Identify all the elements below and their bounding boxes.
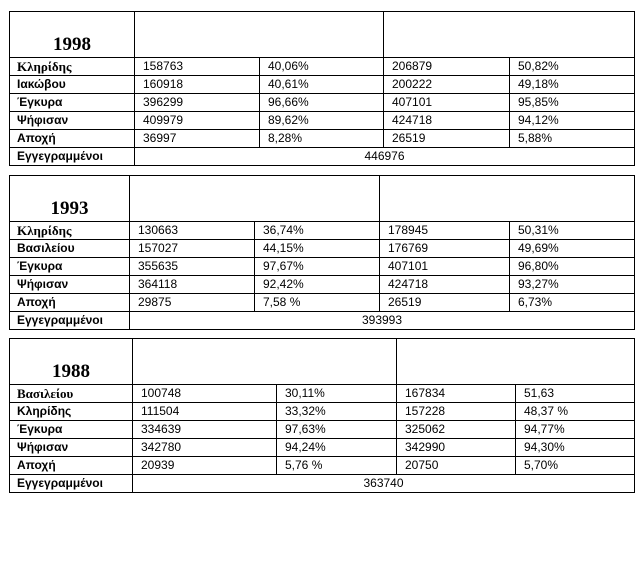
first-round-votes: 364118 <box>130 276 255 294</box>
second-round-votes: 200222 <box>384 76 510 94</box>
table-row <box>10 457 635 475</box>
row-label: Ψήφισαν <box>10 112 135 130</box>
second-round-votes: 206879 <box>384 58 510 76</box>
first-round-percent: 89,62% <box>260 112 384 130</box>
table-row <box>10 58 635 76</box>
row-label: Κληρίδης <box>10 58 135 76</box>
second-round-votes: 26519 <box>384 130 510 148</box>
table-row <box>10 276 635 294</box>
first-round-percent: 96,66% <box>260 94 384 112</box>
registered-label: Εγγεγραμμένοι <box>10 148 135 166</box>
table-header-row <box>10 176 635 222</box>
registered-label: Εγγεγραμμένοι <box>10 475 133 493</box>
registered-row <box>10 475 635 493</box>
second-round-votes: 157228 <box>397 403 516 421</box>
second-round-votes: 20750 <box>397 457 516 475</box>
first-round-votes: 396299 <box>135 94 260 112</box>
second-round-percent: 48,37 % <box>516 403 635 421</box>
first-round-votes: 157027 <box>130 240 255 258</box>
second-round-header-cell <box>397 339 635 385</box>
first-round-percent: 40,61% <box>260 76 384 94</box>
table-row <box>10 94 635 112</box>
first-round-votes: 36997 <box>135 130 260 148</box>
registered-row <box>10 148 635 166</box>
first-round-percent: 7,58 % <box>255 294 380 312</box>
second-round-percent: 50,31% <box>510 222 635 240</box>
table-header-row <box>10 12 635 58</box>
second-round-percent: 49,18% <box>510 76 635 94</box>
table-header-row <box>10 339 635 385</box>
second-round-votes: 407101 <box>380 258 510 276</box>
second-round-header-cell <box>384 12 635 58</box>
first-round-votes: 160918 <box>135 76 260 94</box>
first-round-votes: 29875 <box>130 294 255 312</box>
row-label: Έγκυρα <box>10 421 133 439</box>
second-round-percent: 49,69% <box>510 240 635 258</box>
election-table-1988 <box>9 338 635 493</box>
second-round-percent: 50,82% <box>510 58 635 76</box>
table-row <box>10 294 635 312</box>
row-label: Αποχή <box>10 294 130 312</box>
first-round-votes: 342780 <box>133 439 277 457</box>
table-row <box>10 76 635 94</box>
row-label: Ψήφισαν <box>10 276 130 294</box>
second-round-votes: 407101 <box>384 94 510 112</box>
second-round-percent: 93,27% <box>510 276 635 294</box>
first-round-percent: 5,76 % <box>277 457 397 475</box>
row-label: Βασιλείου <box>10 240 130 258</box>
registered-value: 363740 <box>133 475 635 493</box>
first-round-votes: 100748 <box>133 385 277 403</box>
table-row <box>10 240 635 258</box>
second-round-percent: 94,12% <box>510 112 635 130</box>
second-round-percent: 6,73% <box>510 294 635 312</box>
first-round-votes: 111504 <box>133 403 277 421</box>
first-round-percent: 36,74% <box>255 222 380 240</box>
second-round-votes: 424718 <box>384 112 510 130</box>
registered-label: Εγγεγραμμένοι <box>10 312 130 330</box>
second-round-votes: 424718 <box>380 276 510 294</box>
second-round-votes: 176769 <box>380 240 510 258</box>
row-label: Βασιλείου <box>10 385 133 403</box>
election-table-1998 <box>9 11 635 166</box>
row-label: Έγκυρα <box>10 258 130 276</box>
first-round-percent: 92,42% <box>255 276 380 294</box>
first-round-percent: 30,11% <box>277 385 397 403</box>
table-row <box>10 130 635 148</box>
first-round-percent: 97,63% <box>277 421 397 439</box>
second-round-percent: 94,30% <box>516 439 635 457</box>
second-round-votes: 167834 <box>397 385 516 403</box>
second-round-percent: 96,80% <box>510 258 635 276</box>
year-heading: 1993 <box>10 176 130 222</box>
registered-row <box>10 312 635 330</box>
row-label: Αποχή <box>10 457 133 475</box>
first-round-header-cell <box>133 339 397 385</box>
first-round-percent: 33,32% <box>277 403 397 421</box>
table-row <box>10 439 635 457</box>
row-label: Κληρίδης <box>10 222 130 240</box>
table-row <box>10 385 635 403</box>
table-row <box>10 222 635 240</box>
first-round-votes: 334639 <box>133 421 277 439</box>
row-label: Έγκυρα <box>10 94 135 112</box>
table-row <box>10 258 635 276</box>
second-round-percent: 94,77% <box>516 421 635 439</box>
second-round-header-cell <box>380 176 635 222</box>
first-round-votes: 355635 <box>130 258 255 276</box>
first-round-percent: 44,15% <box>255 240 380 258</box>
row-label: Ιακώβου <box>10 76 135 94</box>
first-round-percent: 94,24% <box>277 439 397 457</box>
election-table-1993 <box>9 175 635 330</box>
row-label: Αποχή <box>10 130 135 148</box>
first-round-percent: 97,67% <box>255 258 380 276</box>
row-label: Ψήφισαν <box>10 439 133 457</box>
first-round-votes: 20939 <box>133 457 277 475</box>
second-round-votes: 178945 <box>380 222 510 240</box>
first-round-header-cell <box>135 12 384 58</box>
registered-value: 393993 <box>130 312 635 330</box>
first-round-votes: 158763 <box>135 58 260 76</box>
table-row <box>10 421 635 439</box>
first-round-header-cell <box>130 176 380 222</box>
second-round-votes: 342990 <box>397 439 516 457</box>
first-round-percent: 40,06% <box>260 58 384 76</box>
year-heading: 1998 <box>10 12 135 58</box>
table-row <box>10 112 635 130</box>
second-round-percent: 95,85% <box>510 94 635 112</box>
registered-value: 446976 <box>135 148 635 166</box>
second-round-votes: 26519 <box>380 294 510 312</box>
second-round-percent: 5,88% <box>510 130 635 148</box>
first-round-percent: 8,28% <box>260 130 384 148</box>
first-round-votes: 409979 <box>135 112 260 130</box>
first-round-votes: 130663 <box>130 222 255 240</box>
table-row <box>10 403 635 421</box>
second-round-percent: 51,63 <box>516 385 635 403</box>
row-label: Κληρίδης <box>10 403 133 421</box>
second-round-votes: 325062 <box>397 421 516 439</box>
year-heading: 1988 <box>10 339 133 385</box>
second-round-percent: 5,70% <box>516 457 635 475</box>
